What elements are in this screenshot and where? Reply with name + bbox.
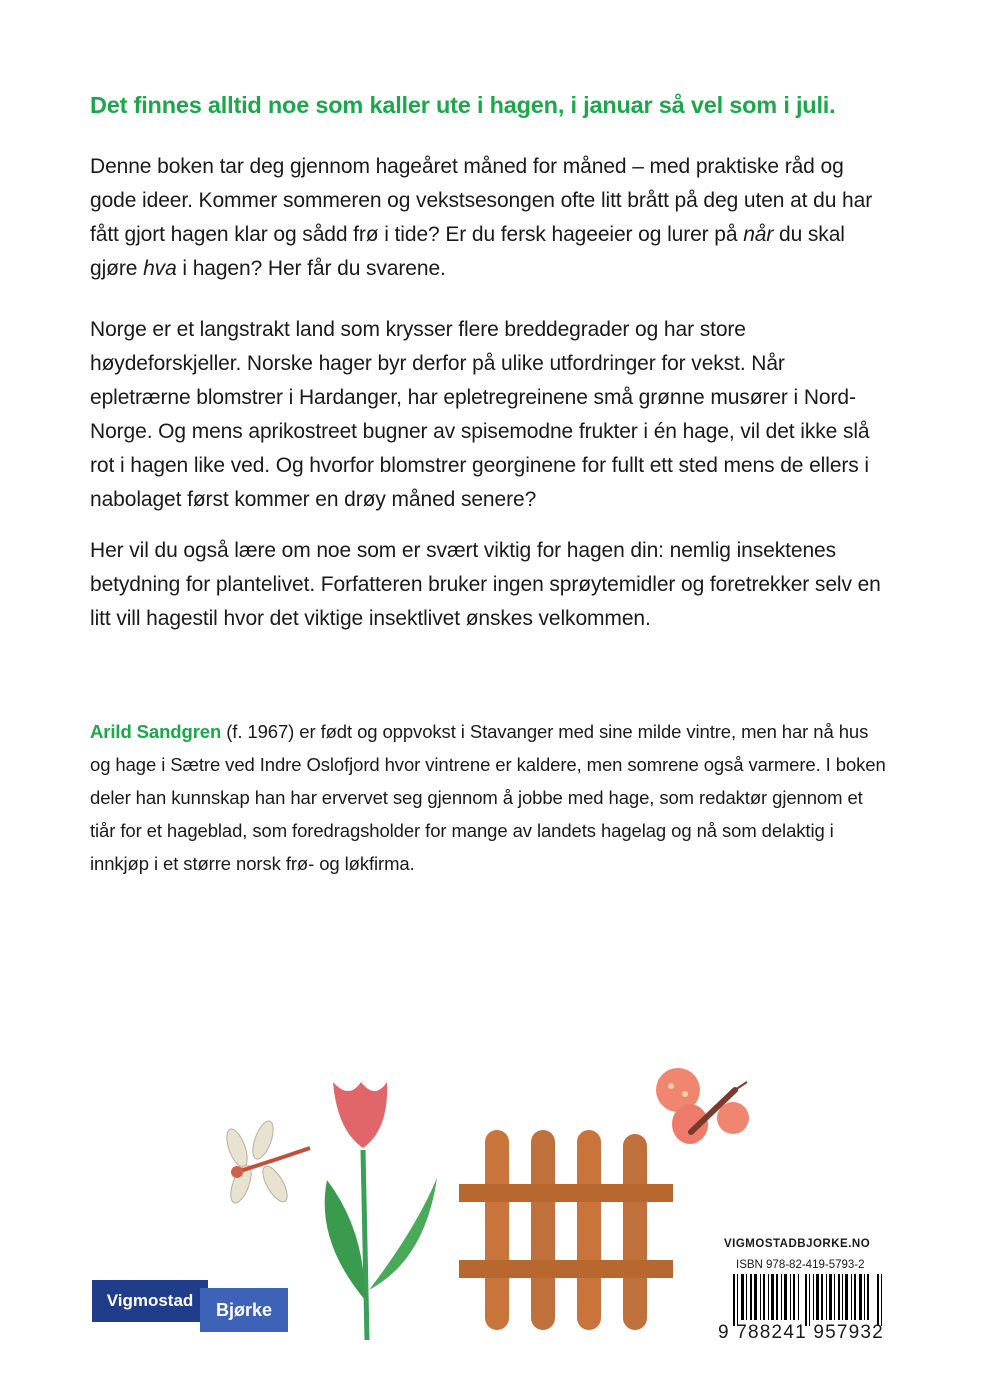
barcode bbox=[733, 1274, 883, 1326]
author-bio bbox=[90, 715, 890, 880]
emphasis-hva: hva bbox=[143, 257, 177, 280]
paragraph-insects: Her vil du også lære om noe som er svært viktig for hagen din: nemlig insektenes betydning for plantelivet. Forfatteren bruker ingen sprøytemidler og foretrekker selv en litt vill hagestil hvor det viktige insektlivet ønskes velkommen. bbox=[90, 539, 881, 630]
author-name: Arild Sandgren bbox=[90, 721, 222, 742]
garden-illustration bbox=[215, 1060, 765, 1360]
logo-vigmostad: Vigmostad bbox=[92, 1280, 208, 1322]
fence-icon bbox=[459, 1130, 673, 1330]
barcode-digits: 9 788241 957932 bbox=[718, 1322, 884, 1343]
publisher-url: VIGMOSTADBJORKE.NO bbox=[724, 1238, 871, 1250]
paragraph-norway: Norge er et langstrakt land som krysser flere breddegrader og har store høydeforskjeller. Norske hager byr derfor på ulike utfordringer for vekst. Når epletrærne blomstrer i Hardanger, har epletregreinene små grønne musører i Nord-Norge. Og mens aprikostreet bugner av spisemodne frukter i én hage, vil det ikke slå rot i hagen like ved. Og hvorfor blomstrer georginene for fullt ett sted mens de ellers i nabolaget først kommer en drøy måned senere? bbox=[90, 318, 870, 511]
logo-bjorke: Bjørke bbox=[200, 1288, 288, 1332]
publisher-logo bbox=[92, 1280, 292, 1332]
tulip-icon bbox=[325, 1082, 437, 1340]
paragraph-intro-part1: Denne boken tar deg gjennom hageåret måned for måned – med praktiske råd og gode ideer. Kommer sommeren og vekstsesongen ofte litt brått på deg uten at du har fått gjort hagen klar og sådd frø i tide? Er du fersk hageeier og lurer på bbox=[90, 155, 873, 246]
emphasis-naar: når bbox=[743, 223, 774, 246]
butterfly-icon bbox=[656, 1068, 749, 1144]
author-bio-text: (f. 1967) er født og oppvokst i Stavanger med sine milde vintre, men har nå hus og hage i Sætre ved Indre Oslofjord hvor vintrene er kaldere, men somrene også varmere. I boken deler han kunnskap han har ervervet seg gjennom å jobbe med hage, som redaktør gjennom et tiår for et hageblad, som foredragsholder for mange av landets hagelag og nå som delaktig i innkjøp i et større norsk frø- og løkfirma. bbox=[90, 721, 886, 874]
paragraph-intro bbox=[90, 150, 890, 286]
paragraph-intro-part2: du skal gjøre bbox=[90, 223, 845, 280]
headline: Det finnes alltid noe som kaller ute i hagen, i januar så vel som i juli. bbox=[90, 92, 836, 118]
isbn-label: ISBN 978-82-419-5793-2 bbox=[736, 1259, 865, 1271]
dragonfly-icon bbox=[223, 1118, 310, 1205]
paragraph-intro-part3: i hagen? Her får du svarene. bbox=[176, 257, 446, 280]
